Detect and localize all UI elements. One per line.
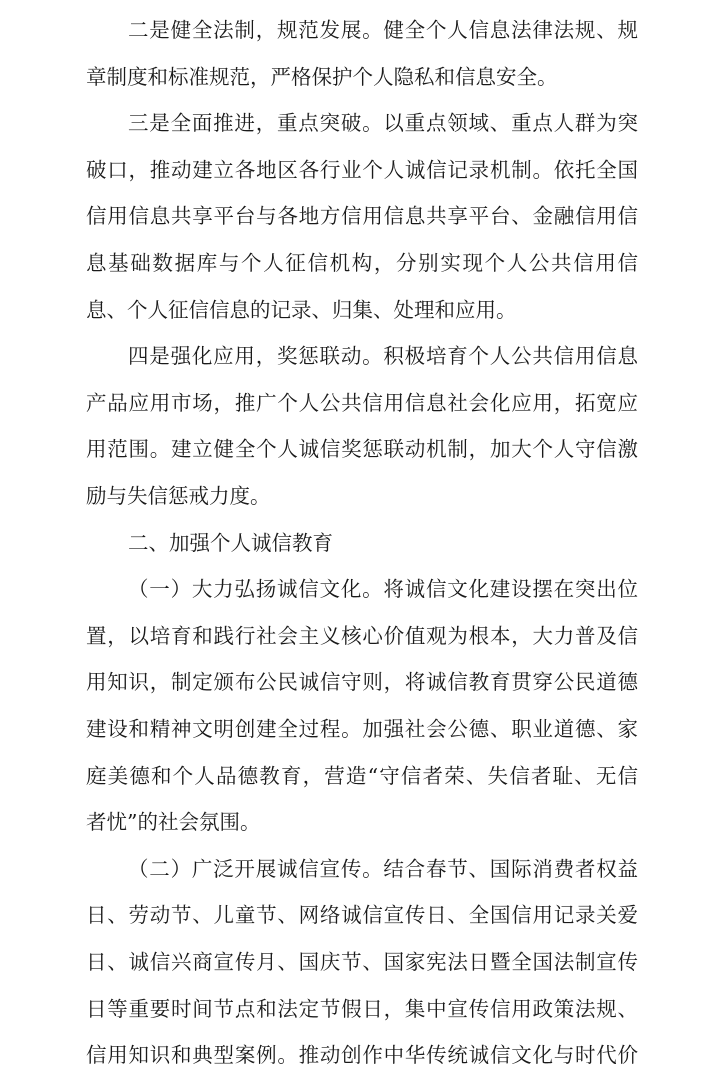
text-line: （一）大力弘扬诚信文化。将诚信文化建设摆在突出位 (128, 577, 638, 602)
text-line: 日等重要时间节点和法定节假日，集中宣传信用政策法规、 (86, 996, 638, 1021)
text-line: 用知识，制定颁布公民诚信守则，将诚信教育贯穿公民道德 (86, 670, 638, 695)
text-line: 日、劳动节、儿童节、网络诚信宣传日、全国信用记录关爱 (86, 903, 638, 928)
text-line: 三是全面推进，重点突破。以重点领域、重点人群为突 (128, 111, 638, 136)
text-line: 章制度和标准规范，严格保护个人隐私和信息安全。 (86, 64, 558, 89)
text-line: 二、加强个人诚信教育 (128, 530, 333, 555)
text-line: 息、个人征信信息的记录、归集、处理和应用。 (86, 297, 517, 322)
text-line: （二）广泛开展诚信宣传。结合春节、国际消费者权益 (128, 856, 638, 881)
text-line: 信用信息共享平台与各地方信用信息共享平台、金融信用信 (86, 204, 638, 229)
text-line: 破口，推动建立各地区各行业个人诚信记录机制。依托全国 (86, 157, 638, 182)
text-line: 置，以培育和践行社会主义核心价值观为根本，大力普及信 (86, 623, 638, 648)
text-line: 二是健全法制，规范发展。健全个人信息法律法规、规 (128, 18, 638, 42)
text-line: 产品应用市场，推广个人公共信用信息社会化应用，拓宽应 (86, 390, 638, 415)
text-line: 信用知识和典型案例。推动创作中华传统诚信文化与时代价 (86, 1043, 638, 1068)
text-line: 息基础数据库与个人征信机构，分别实现个人公共信用信 (86, 251, 638, 275)
text-line: 者忧”的社会氛围。 (86, 810, 261, 835)
text-line: 用范围。建立健全个人诚信奖惩联动机制，加大个人守信激 (86, 437, 638, 462)
text-line: 日、诚信兴商宣传月、国庆节、国家宪法日暨全国法制宣传 (86, 950, 638, 974)
text-line: 庭美德和个人品德教育，营造“守信者荣、失信者耻、无信 (86, 763, 638, 788)
text-line: 励与失信惩戒力度。 (86, 484, 271, 508)
text-line: 四是强化应用，奖惩联动。积极培育个人公共信用信息 (128, 344, 638, 369)
text-line: 建设和精神文明创建全过程。加强社会公德、职业道德、家 (86, 717, 638, 741)
